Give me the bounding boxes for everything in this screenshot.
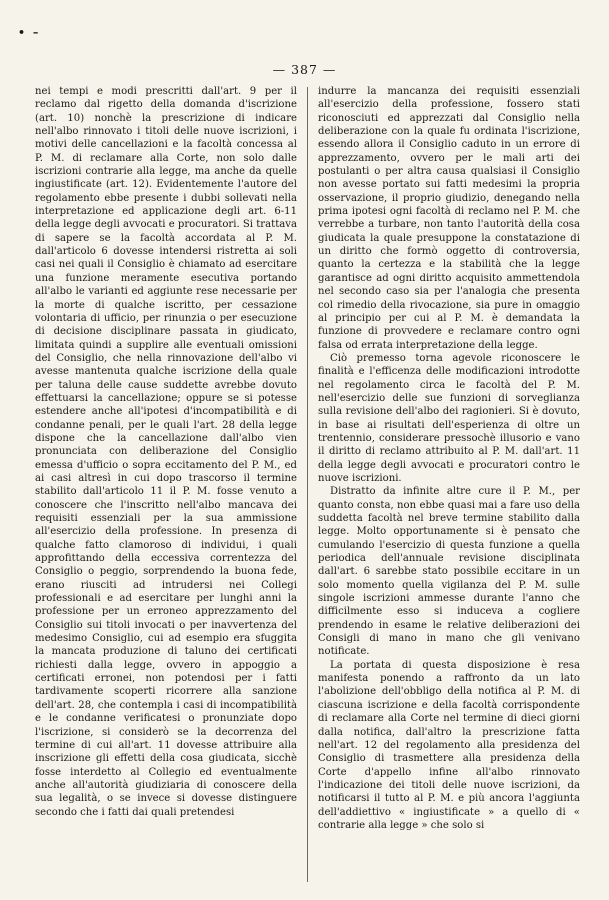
left-paragraph-1: nei tempi e modi prescritti dall'art. 9 per il reclamo dal rigetto della domanda d'iscrizione (art. 10) nonchè la prescrizione di indicare nell'albo rinnovato i titoli delle nuove iscrizioni, i motivi delle cancellazioni e la facoltà concessa al P. M. di reclamare alla Corte, non solo dalle iscrizioni contrarie alla legge, ma anche da quelle ingiustificate (art. 12). Evidentemente l'autore del regolamento ebbe presente i dubbi sollevati nella interpretazione ed applicazione degli art. 6-11 della legge degli avvocati e procuratori. Si trattava di sapere se la facoltà accordata al P. M. dall'articolo 6 dovesse intendersi ristretta ai soli casi nei quali il Consiglio è chiamato ad esercitare una funzione meramente esecutiva portando all'albo le varianti ed aggiunte rese necessarie per la morte di qualche iscritto, per cessazione volontaria di ufficio, per rinunzia o per esecuzione di decisione disciplinare passata in giudicato, limitata quindi a supplire alle eventuali omissioni del Consiglio, che nella rinnovazione dell'albo vi avesse mantenuta qualche iscrizione della quale per taluna delle cause suddette avrebbe dovuto effettuarsi la cancellazione; oppure se si potesse estendere anche all'ipotesi d'incompatibilità e di condanne penali, per le quali l'art. 28 della legge dispone che la cancellazione dall'albo vien pronunciata con deliberazione del Consiglio emessa d'ufficio o sopra eccitamento del P. M., ed ai casi altresì in cui dopo trascorso il termine stabilito dall'articolo 11 il P. M. fosse venuto a conoscere che l'inscritto nell'albo mancava dei requisiti essenziali per la sua ammissione all'esercizio della professione. In presenza di qualche fatto clamoroso di individui, i quali approfittando della eccessiva correntezza del Consiglio o peggio, sorprendendo la buona fede, erano riusciti ad intrudersi nei Collegi professionali e ad esercitare per lunghi anni la professione per un erroneo apprezzamento del Consiglio sui titoli invocati o per inavvertenza del medesimo Consiglio, cui ad esempio era sfuggita la mancata produzione di taluno dei certificati richiesti dalla legge, ovvero in appoggio a certificati erronei, non potendosi per i fatti tardivamente scoperti ricorrere alla sanzione dell'art. 28, che contempla i casi di incompatibilità e le condanne verificatesi o pronunziate dopo l'iscrizione, si considerò se la decorrenza del termine di cui all'art. 11 dovesse attribuire alla inscrizione gli effetti della cosa giudicata, sicchè fosse interdetto al Collegio ed eventualmente anche all'autorità giudiziaria di conoscere della sua legalità, o se invece si dovesse distinguere secondo che i fatti dai quali pretendesi (35, 86, 297, 818)
right-column (318, 85, 580, 832)
right-paragraph-4: La portata di questa disposizione è resa manifesta ponendo a raffronto da un lato l'abolizione dell'obbligo della notifica al P. M. di ciascuna iscrizione e della facoltà corrispondente di reclamare alla Corte nel termine di dieci giorni dalla notifica, dall'altro la prescrizione fatta nell'art. 12 del regolamento alla presidenza del Consiglio di trasmettere alla presidenza della Corte d'appello infine all'albo rinnovato l'indicazione dei titoli delle nuove iscrizioni, da notificarsi il tutto al P. M. e più ancora l'aggiunta dell'addiettivo « ingiustificate » a quello di « contrarie alla legge » che solo si (318, 659, 580, 831)
right-paragraph-3: Distratto da infinite altre cure il P. M., per quanto consta, non ebbe quasi mai a fare uso della suddetta facoltà nel breve termine stabilito dalla legge. Molto opportunamente si è pensato che cumulando l'esercizio di questa funzione a quella periodica dell'annuale revisione disciplinata dall'art. 6 sarebbe stato possibile eccitare in un solo momento quella vigilanza del P. M. sulle singole iscrizioni ammesse durante l'anno che difficilmente esso si induceva a cogliere prendendo in esame le relative deliberazioni dei Consigli di mano in mano che gli venivano notificate. (318, 486, 580, 658)
corner-print-mark: • – (18, 26, 41, 39)
text-columns (35, 85, 580, 885)
left-column (35, 85, 297, 819)
column-divider (307, 87, 308, 882)
page-number: — 387 — (272, 62, 337, 77)
right-paragraph-1: indurre la mancanza dei requisiti essenziali all'esercizio della professione, fossero stati riconosciuti ed apprezzati dal Consiglio nella deliberazione con la quale fu ordinata l'iscrizione, essendo allora il Consiglio caduto in un errore di apprezzamento, ovvero per le mali arti dei postulanti o per altra causa qualsiasi il Consiglio non avesse portato sui fatti medesimi la propria osservazione, il proprio giudizio, denegando nella prima ipotesi ogni facoltà di reclamo nel P. M. che verrebbe a turbare, non tanto l'autorità della cosa giudicata la quale presuppone la constatazione di un diritto che formò oggetto di controversia, quanto la certezza e la stabilità che la legge garantisce ad ogni diritto acquisito ammettendola nel secondo caso sia per l'analogia che presenta col rimedio della rivocazione, sia pure in omaggio al principio per cui al P. M. è demandata la funzione di provvedere e reclamare contro ogni falsa od errata interpretazione della legge. (318, 86, 580, 351)
right-paragraph-2: Ciò premesso torna agevole riconoscere le finalità e l'efficenza delle modificazioni introdotte nel regolamento circa le facoltà del P. M. nell'esercizio delle sue funzioni di sorveglianza sulla revisione dell'albo dei ragionieri. Si è dovuto, in base ai risultati dell'esperienza di oltre un trentennio, considerare pressochè illusorio e vano il diritto di reclamo attribuito al P. M. dall'art. 11 della legge degli avvocati e procuratori contro le nuove iscrizioni. (318, 352, 580, 484)
